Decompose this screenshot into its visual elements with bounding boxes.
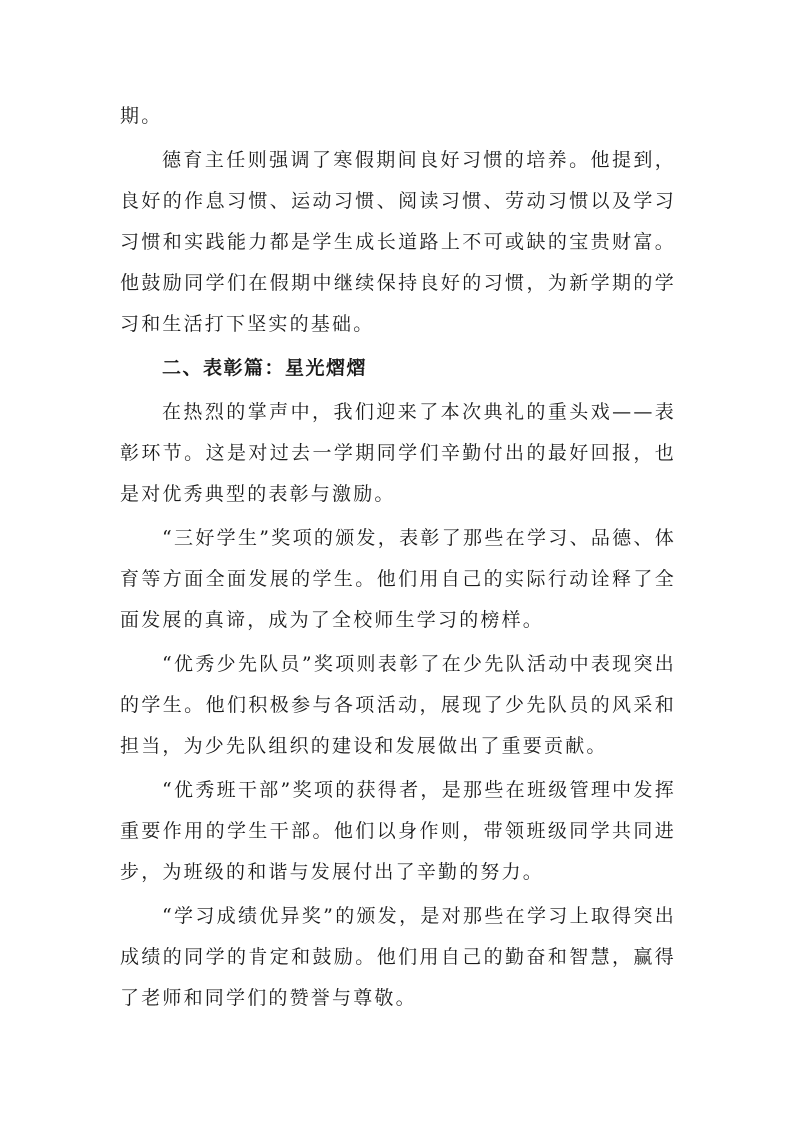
paragraph-awards-intro: 在热烈的掌声中，我们迎来了本次典礼的重头戏——表彰环节。这是对过去一学期同学们辛勤付出的最好回报，也是对优秀典型的表彰与激励。 bbox=[120, 401, 676, 505]
paragraph-moral-education: 德育主任则强调了寒假期间良好习惯的培养。他提到，良好的作息习惯、运动习惯、阅读习惯、劳动习惯以及学习习惯和实践能力都是学生成长道路上不可或缺的宝贵财富。他鼓励同学们在假期中继续保持良好的习惯，为新学期的学习和生活打下坚实的基础。 bbox=[120, 149, 676, 335]
section-heading-awards: 二、表彰篇：星光熠熠 bbox=[162, 357, 368, 379]
paragraph-academic-excellence: “学习成绩优异奖”的颁发，是对那些在学习上取得突出成绩的同学的肯定和鼓励。他们用自己的勤奋和智慧，赢得了老师和同学们的赞誉与尊敬。 bbox=[120, 905, 676, 1009]
paragraph-continuation: 期。 bbox=[120, 105, 163, 127]
document-body bbox=[120, 96, 676, 1022]
paragraph-class-cadres: “优秀班干部”奖项的获得者，是那些在班级管理中发挥重要作用的学生干部。他们以身作则，带领班级同学共同进步，为班级的和谐与发展付出了辛勤的努力。 bbox=[120, 779, 676, 883]
paragraph-three-good-students: “三好学生”奖项的颁发，表彰了那些在学习、品德、体育等方面全面发展的学生。他们用自己的实际行动诠释了全面发展的真谛，成为了全校师生学习的榜样。 bbox=[120, 527, 676, 631]
paragraph-young-pioneers: “优秀少先队员”奖项则表彰了在少先队活动中表现突出的学生。他们积极参与各项活动，展现了少先队员的风采和担当，为少先队组织的建设和发展做出了重要贡献。 bbox=[120, 653, 676, 757]
